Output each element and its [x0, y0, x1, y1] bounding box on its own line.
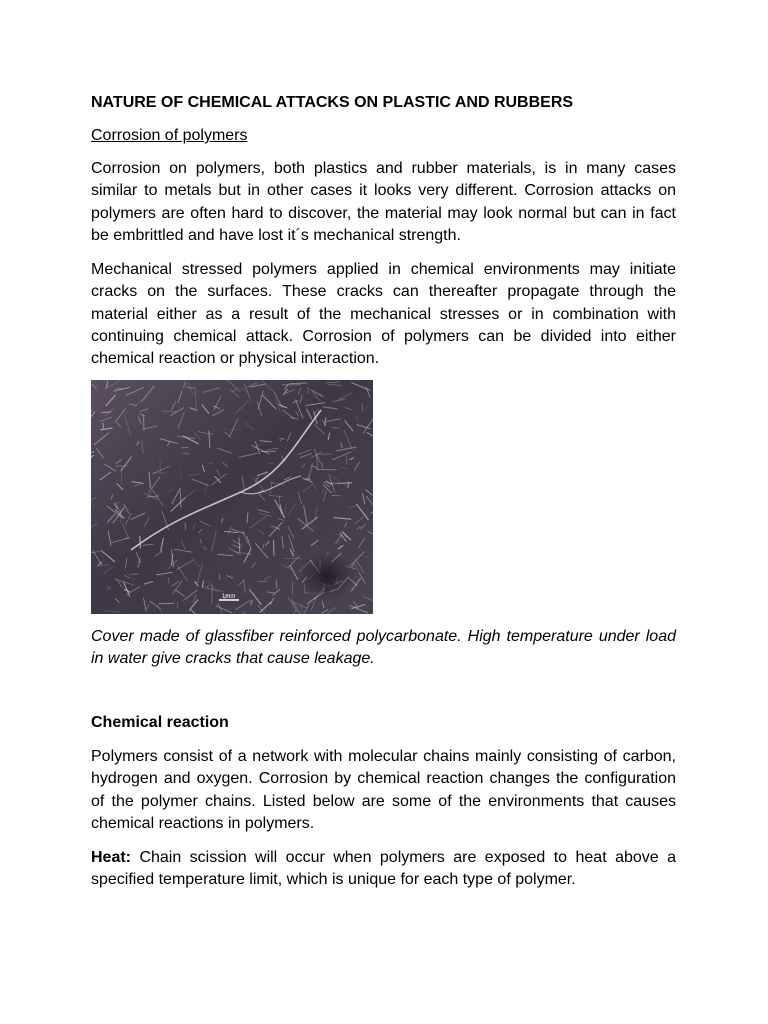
document-title: NATURE OF CHEMICAL ATTACKS ON PLASTIC AND RUBBERS: [91, 94, 574, 111]
paragraph-corrosion-intro: Corrosion on polymers, both plastics and rubber materials, is in many cases similar to metals but in other cases it looks very different. Corrosion attacks on polymers are often hard to discover, the material may look normal but can in fact be embrittled and have lost it´s mechanical strength.: [91, 160, 676, 244]
heat-label: Heat:: [91, 849, 132, 866]
crack-micrograph-image: [91, 380, 373, 614]
heat-text: Chain scission will occur when polymers are exposed to heat above a specified temperature limit, which is unique for each type of polymer.: [91, 849, 676, 889]
section-subtitle: Corrosion of polymers: [91, 127, 248, 144]
paragraph-heat: [91, 847, 676, 892]
scale-bar-label: 1mm: [222, 594, 236, 600]
section-heading-chemical-reaction: Chemical reaction: [91, 714, 229, 731]
figure-caption: Cover made of glassfiber reinforced polycarbonate. High temperature under load in water give cracks that cause leakage.: [91, 628, 676, 668]
paragraph-mechanical-stress: Mechanical stressed polymers applied in chemical environments may initiate cracks on the surfaces. These cracks can thereafter propagate through the material either as a result of the mechanical stresses or in combination with continuing chemical attack. Corrosion of polymers can be divided into either chemical reaction or physical interaction.: [91, 261, 676, 368]
paragraph-chemical-reaction: Polymers consist of a network with molecular chains mainly consisting of carbon, hydrogen and oxygen. Corrosion by chemical reaction changes the configuration of the polymer chains. Listed below are some of the environments that causes chemical reactions in polymers.: [91, 748, 676, 832]
